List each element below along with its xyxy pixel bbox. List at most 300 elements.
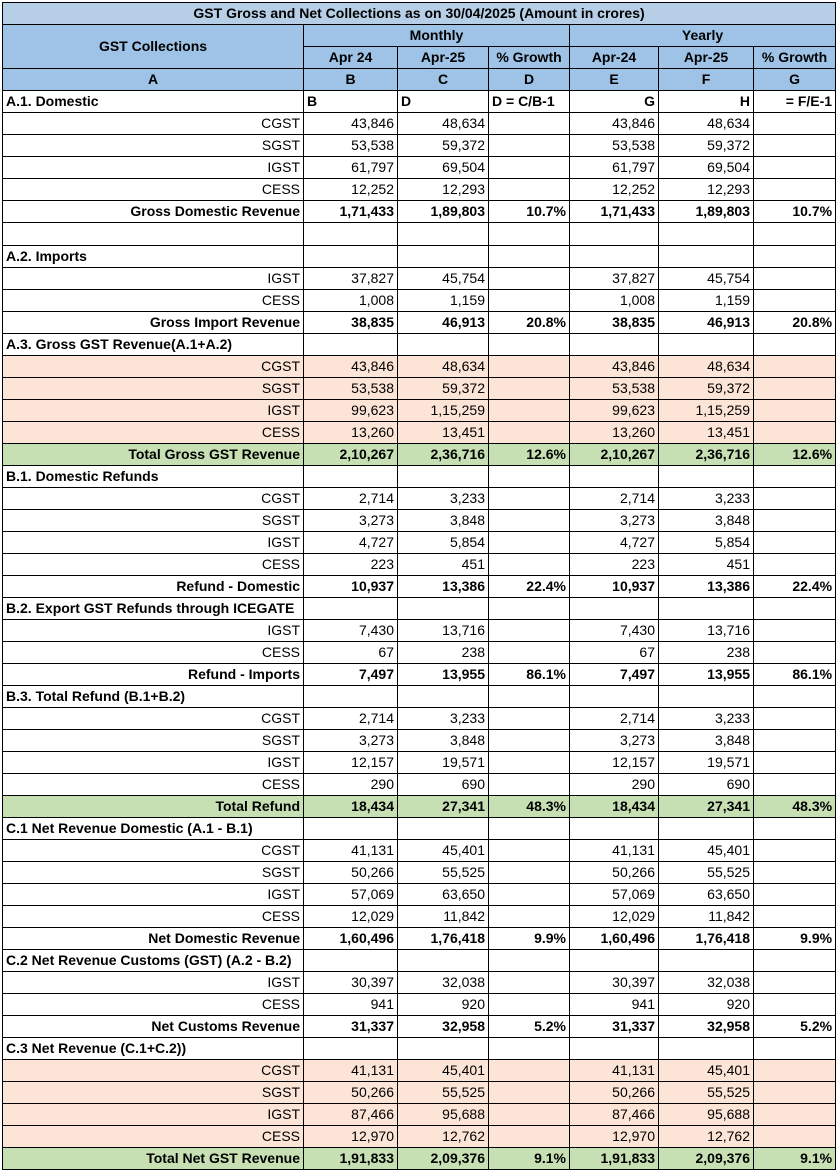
cell-c1: 2,714 bbox=[304, 708, 398, 730]
cell-c3 bbox=[489, 1060, 570, 1082]
table-row bbox=[3, 642, 836, 664]
cell-c1: 10,937 bbox=[304, 576, 398, 598]
cell-c6 bbox=[754, 598, 836, 620]
cell-c5: 5,854 bbox=[659, 532, 754, 554]
row-label: CESS bbox=[3, 774, 304, 796]
cell-c3 bbox=[489, 950, 570, 972]
cell-c4: 7,430 bbox=[570, 620, 659, 642]
cell-c2: 45,754 bbox=[398, 268, 489, 290]
cell-c1: 41,131 bbox=[304, 840, 398, 862]
table-title-row bbox=[3, 3, 836, 25]
cell-c2: 11,842 bbox=[398, 906, 489, 928]
cell-c6 bbox=[754, 840, 836, 862]
cell-c5: 1,76,418 bbox=[659, 928, 754, 950]
table-title: GST Gross and Net Collections as on 30/04/2025 (Amount in crores) bbox=[3, 3, 836, 25]
cell-c3 bbox=[489, 466, 570, 488]
cell-c3 bbox=[489, 422, 570, 444]
row-label: Net Customs Revenue bbox=[3, 1016, 304, 1038]
cell-c4 bbox=[570, 334, 659, 356]
cell-c4: 12,157 bbox=[570, 752, 659, 774]
row-label: SGST bbox=[3, 510, 304, 532]
cell-c1 bbox=[304, 223, 398, 246]
cell-c2: 19,571 bbox=[398, 752, 489, 774]
header-yearly: Yearly bbox=[570, 25, 836, 47]
row-label: IGST bbox=[3, 620, 304, 642]
cell-c5: 238 bbox=[659, 642, 754, 664]
cell-c1: 50,266 bbox=[304, 1082, 398, 1104]
cell-c3 bbox=[489, 1126, 570, 1148]
cell-c4 bbox=[570, 223, 659, 246]
header-col: Apr 24 bbox=[304, 47, 398, 69]
cell-c4: 1,91,833 bbox=[570, 1148, 659, 1170]
table-row bbox=[3, 554, 836, 576]
row-label: CGST bbox=[3, 708, 304, 730]
table-row bbox=[3, 510, 836, 532]
cell-c2: 59,372 bbox=[398, 378, 489, 400]
cell-c3 bbox=[489, 884, 570, 906]
table-row bbox=[3, 620, 836, 642]
cell-c2: 12,293 bbox=[398, 179, 489, 201]
cell-c1 bbox=[304, 818, 398, 840]
cell-c5: 13,955 bbox=[659, 664, 754, 686]
blank-row bbox=[3, 223, 836, 246]
row-label: SGST bbox=[3, 1082, 304, 1104]
cell-c6: 20.8% bbox=[754, 312, 836, 334]
cell-c1: 1,60,496 bbox=[304, 928, 398, 950]
cell-c3 bbox=[489, 356, 570, 378]
table-row bbox=[3, 157, 836, 179]
cell-c4: 12,970 bbox=[570, 1126, 659, 1148]
table-row bbox=[3, 532, 836, 554]
cell-c4: 18,434 bbox=[570, 796, 659, 818]
cell-c5: 45,401 bbox=[659, 840, 754, 862]
cell-c4: 41,131 bbox=[570, 840, 659, 862]
table-row bbox=[3, 994, 836, 1016]
column-letter: A bbox=[3, 69, 304, 91]
cell-c4: 3,273 bbox=[570, 510, 659, 532]
cell-c1: 2,10,267 bbox=[304, 444, 398, 466]
cell-c5: 63,650 bbox=[659, 884, 754, 906]
cell-c4: 4,727 bbox=[570, 532, 659, 554]
table-row bbox=[3, 906, 836, 928]
cell-c2: 48,634 bbox=[398, 113, 489, 135]
cell-c5: 27,341 bbox=[659, 796, 754, 818]
cell-c6 bbox=[754, 290, 836, 312]
cell-c1: B bbox=[304, 91, 398, 113]
cell-c4: 1,71,433 bbox=[570, 201, 659, 223]
cell-c2: 451 bbox=[398, 554, 489, 576]
cell-c4: 53,538 bbox=[570, 378, 659, 400]
table-row bbox=[3, 422, 836, 444]
cell-c1: 87,466 bbox=[304, 1104, 398, 1126]
cell-c1: 37,827 bbox=[304, 268, 398, 290]
cell-c4: G bbox=[570, 91, 659, 113]
cell-c3 bbox=[489, 488, 570, 510]
cell-c4: 41,131 bbox=[570, 1060, 659, 1082]
cell-c6: 9.9% bbox=[754, 928, 836, 950]
cell-c3: 9.1% bbox=[489, 1148, 570, 1170]
cell-c2: 95,688 bbox=[398, 1104, 489, 1126]
cell-c5: H bbox=[659, 91, 754, 113]
cell-c3 bbox=[489, 334, 570, 356]
row-label: CESS bbox=[3, 290, 304, 312]
row-label: CGST bbox=[3, 488, 304, 510]
cell-c1 bbox=[304, 246, 398, 268]
cell-c1: 53,538 bbox=[304, 135, 398, 157]
subtotal-row bbox=[3, 201, 836, 223]
cell-c2: 59,372 bbox=[398, 135, 489, 157]
cell-c1: 18,434 bbox=[304, 796, 398, 818]
cell-c3 bbox=[489, 620, 570, 642]
cell-c3 bbox=[489, 510, 570, 532]
column-letter: B bbox=[304, 69, 398, 91]
cell-c6 bbox=[754, 179, 836, 201]
row-label: B.3. Total Refund (B.1+B.2) bbox=[3, 686, 304, 708]
cell-c4 bbox=[570, 246, 659, 268]
cell-c6: 5.2% bbox=[754, 1016, 836, 1038]
table-row bbox=[3, 1082, 836, 1104]
cell-c3 bbox=[489, 1082, 570, 1104]
cell-c4: 87,466 bbox=[570, 1104, 659, 1126]
subtotal-row bbox=[3, 576, 836, 598]
column-letters-row bbox=[3, 69, 836, 91]
cell-c6 bbox=[754, 223, 836, 246]
cell-c1: 290 bbox=[304, 774, 398, 796]
row-label: B.1. Domestic Refunds bbox=[3, 466, 304, 488]
row-label: IGST bbox=[3, 268, 304, 290]
cell-c3 bbox=[489, 179, 570, 201]
cell-c2: 63,650 bbox=[398, 884, 489, 906]
cell-c2: D bbox=[398, 91, 489, 113]
cell-c5: 690 bbox=[659, 774, 754, 796]
row-label: SGST bbox=[3, 862, 304, 884]
cell-c2: 69,504 bbox=[398, 157, 489, 179]
cell-c1: 61,797 bbox=[304, 157, 398, 179]
table-row bbox=[3, 1126, 836, 1148]
cell-c5: 1,159 bbox=[659, 290, 754, 312]
cell-c5: 920 bbox=[659, 994, 754, 1016]
cell-c3 bbox=[489, 554, 570, 576]
cell-c5: 3,233 bbox=[659, 708, 754, 730]
cell-c4 bbox=[570, 598, 659, 620]
cell-c3 bbox=[489, 157, 570, 179]
cell-c3 bbox=[489, 598, 570, 620]
cell-c6: 10.7% bbox=[754, 201, 836, 223]
cell-c1: 41,131 bbox=[304, 1060, 398, 1082]
row-label: CGST bbox=[3, 356, 304, 378]
cell-c3 bbox=[489, 1038, 570, 1060]
header-monthly: Monthly bbox=[304, 25, 570, 47]
table-row bbox=[3, 774, 836, 796]
cell-c4: 13,260 bbox=[570, 422, 659, 444]
cell-c4: 99,623 bbox=[570, 400, 659, 422]
cell-c2: 3,848 bbox=[398, 510, 489, 532]
cell-c1: 941 bbox=[304, 994, 398, 1016]
cell-c2: 3,848 bbox=[398, 730, 489, 752]
cell-c1: 4,727 bbox=[304, 532, 398, 554]
cell-c4: 30,397 bbox=[570, 972, 659, 994]
row-label: CESS bbox=[3, 554, 304, 576]
cell-c5: 32,958 bbox=[659, 1016, 754, 1038]
cell-c6 bbox=[754, 510, 836, 532]
header-col: % Growth bbox=[489, 47, 570, 69]
column-letter: G bbox=[754, 69, 836, 91]
row-label: IGST bbox=[3, 157, 304, 179]
cell-c4: 12,252 bbox=[570, 179, 659, 201]
cell-c3 bbox=[489, 730, 570, 752]
cell-c6 bbox=[754, 356, 836, 378]
cell-c5: 19,571 bbox=[659, 752, 754, 774]
cell-c3: 9.9% bbox=[489, 928, 570, 950]
column-letter: D bbox=[489, 69, 570, 91]
cell-c2: 27,341 bbox=[398, 796, 489, 818]
row-label: CGST bbox=[3, 1060, 304, 1082]
cell-c1: 43,846 bbox=[304, 356, 398, 378]
section-row bbox=[3, 1038, 836, 1060]
cell-c3 bbox=[489, 400, 570, 422]
cell-c4: 61,797 bbox=[570, 157, 659, 179]
cell-c1 bbox=[304, 334, 398, 356]
cell-c6: 9.1% bbox=[754, 1148, 836, 1170]
cell-c1 bbox=[304, 950, 398, 972]
cell-c4: 50,266 bbox=[570, 862, 659, 884]
header-group-row bbox=[3, 25, 836, 47]
row-label: CESS bbox=[3, 179, 304, 201]
cell-c4: 50,266 bbox=[570, 1082, 659, 1104]
table-row bbox=[3, 113, 836, 135]
cell-c2: 13,451 bbox=[398, 422, 489, 444]
section-row bbox=[3, 598, 836, 620]
cell-c1: 43,846 bbox=[304, 113, 398, 135]
cell-c1 bbox=[304, 598, 398, 620]
cell-c5 bbox=[659, 246, 754, 268]
cell-c1: 12,252 bbox=[304, 179, 398, 201]
table-row bbox=[3, 972, 836, 994]
cell-c3 bbox=[489, 862, 570, 884]
cell-c3 bbox=[489, 774, 570, 796]
row-label: A.2. Imports bbox=[3, 246, 304, 268]
row-label: CGST bbox=[3, 113, 304, 135]
cell-c2: 32,038 bbox=[398, 972, 489, 994]
cell-c6 bbox=[754, 378, 836, 400]
cell-c4: 2,714 bbox=[570, 488, 659, 510]
cell-c6 bbox=[754, 246, 836, 268]
cell-c2: 32,958 bbox=[398, 1016, 489, 1038]
row-label: Net Domestic Revenue bbox=[3, 928, 304, 950]
cell-c1: 67 bbox=[304, 642, 398, 664]
section-row bbox=[3, 334, 836, 356]
cell-c5: 45,401 bbox=[659, 1060, 754, 1082]
cell-c4 bbox=[570, 1038, 659, 1060]
column-letter: E bbox=[570, 69, 659, 91]
grand-total-row bbox=[3, 1148, 836, 1170]
cell-c2: 46,913 bbox=[398, 312, 489, 334]
cell-c6 bbox=[754, 554, 836, 576]
table-row bbox=[3, 708, 836, 730]
header-col: Apr-24 bbox=[570, 47, 659, 69]
cell-c6 bbox=[754, 466, 836, 488]
cell-c2: 690 bbox=[398, 774, 489, 796]
subtotal-row bbox=[3, 1016, 836, 1038]
cell-c5: 46,913 bbox=[659, 312, 754, 334]
cell-c5: 1,15,259 bbox=[659, 400, 754, 422]
column-letter: F bbox=[659, 69, 754, 91]
cell-c5: 11,842 bbox=[659, 906, 754, 928]
row-label: CESS bbox=[3, 422, 304, 444]
table-row bbox=[3, 378, 836, 400]
cell-c5 bbox=[659, 223, 754, 246]
cell-c1 bbox=[304, 686, 398, 708]
cell-c3 bbox=[489, 906, 570, 928]
cell-c5 bbox=[659, 334, 754, 356]
cell-c4: 1,60,496 bbox=[570, 928, 659, 950]
cell-c3 bbox=[489, 1104, 570, 1126]
table-row bbox=[3, 884, 836, 906]
cell-c3 bbox=[489, 113, 570, 135]
row-label: Refund - Domestic bbox=[3, 576, 304, 598]
cell-c6 bbox=[754, 1060, 836, 1082]
cell-c5: 13,716 bbox=[659, 620, 754, 642]
cell-c5: 13,451 bbox=[659, 422, 754, 444]
cell-c5: 59,372 bbox=[659, 135, 754, 157]
row-label: CESS bbox=[3, 642, 304, 664]
cell-c6 bbox=[754, 884, 836, 906]
row-label: IGST bbox=[3, 400, 304, 422]
cell-c3 bbox=[489, 642, 570, 664]
cell-c5 bbox=[659, 950, 754, 972]
cell-c4: 2,10,267 bbox=[570, 444, 659, 466]
cell-c1: 13,260 bbox=[304, 422, 398, 444]
cell-c6: 48.3% bbox=[754, 796, 836, 818]
cell-c6 bbox=[754, 642, 836, 664]
cell-c6 bbox=[754, 532, 836, 554]
cell-c4 bbox=[570, 950, 659, 972]
cell-c2: 1,159 bbox=[398, 290, 489, 312]
cell-c3 bbox=[489, 223, 570, 246]
cell-c6 bbox=[754, 708, 836, 730]
cell-c2: 1,76,418 bbox=[398, 928, 489, 950]
header-label: GST Collections bbox=[3, 25, 304, 69]
gst-collections-table bbox=[2, 2, 836, 1170]
cell-c6 bbox=[754, 774, 836, 796]
table-row bbox=[3, 290, 836, 312]
row-label: C.1 Net Revenue Domestic (A.1 - B.1) bbox=[3, 818, 304, 840]
cell-c3: 22.4% bbox=[489, 576, 570, 598]
cell-c2: 3,233 bbox=[398, 488, 489, 510]
cell-c6: 86.1% bbox=[754, 664, 836, 686]
row-label: Total Gross GST Revenue bbox=[3, 444, 304, 466]
cell-c3 bbox=[489, 686, 570, 708]
row-label: A.1. Domestic bbox=[3, 91, 304, 113]
cell-c4: 38,835 bbox=[570, 312, 659, 334]
row-label: CGST bbox=[3, 840, 304, 862]
cell-c4: 10,937 bbox=[570, 576, 659, 598]
cell-c4: 7,497 bbox=[570, 664, 659, 686]
section-row bbox=[3, 466, 836, 488]
cell-c4: 2,714 bbox=[570, 708, 659, 730]
cell-c4 bbox=[570, 686, 659, 708]
cell-c2 bbox=[398, 818, 489, 840]
cell-c2: 13,716 bbox=[398, 620, 489, 642]
row-label: IGST bbox=[3, 972, 304, 994]
cell-c1: 3,273 bbox=[304, 510, 398, 532]
grand-total-row bbox=[3, 444, 836, 466]
cell-c5 bbox=[659, 466, 754, 488]
cell-c5: 48,634 bbox=[659, 356, 754, 378]
header-col: % Growth bbox=[754, 47, 836, 69]
cell-c5 bbox=[659, 1038, 754, 1060]
section-row bbox=[3, 686, 836, 708]
cell-c4: 43,846 bbox=[570, 113, 659, 135]
cell-c4: 1,008 bbox=[570, 290, 659, 312]
cell-c6 bbox=[754, 818, 836, 840]
cell-c5: 3,848 bbox=[659, 510, 754, 532]
grand-total-row bbox=[3, 796, 836, 818]
cell-c2 bbox=[398, 334, 489, 356]
section-row bbox=[3, 91, 836, 113]
table-row bbox=[3, 268, 836, 290]
cell-c5 bbox=[659, 686, 754, 708]
cell-c4: 37,827 bbox=[570, 268, 659, 290]
cell-c2 bbox=[398, 598, 489, 620]
cell-c6 bbox=[754, 135, 836, 157]
cell-c4 bbox=[570, 818, 659, 840]
cell-c3 bbox=[489, 840, 570, 862]
cell-c4: 12,029 bbox=[570, 906, 659, 928]
cell-c5 bbox=[659, 818, 754, 840]
cell-c1: 99,623 bbox=[304, 400, 398, 422]
cell-c5: 59,372 bbox=[659, 378, 754, 400]
cell-c2: 238 bbox=[398, 642, 489, 664]
header-col: Apr-25 bbox=[398, 47, 489, 69]
cell-c1: 3,273 bbox=[304, 730, 398, 752]
cell-c6 bbox=[754, 268, 836, 290]
column-letter: C bbox=[398, 69, 489, 91]
cell-c6 bbox=[754, 620, 836, 642]
row-label: C.2 Net Revenue Customs (GST) (A.2 - B.2) bbox=[3, 950, 304, 972]
cell-c3 bbox=[489, 818, 570, 840]
row-label: SGST bbox=[3, 730, 304, 752]
table-row bbox=[3, 488, 836, 510]
cell-c3 bbox=[489, 290, 570, 312]
row-label: Refund - Imports bbox=[3, 664, 304, 686]
cell-c5: 45,754 bbox=[659, 268, 754, 290]
cell-c2: 55,525 bbox=[398, 1082, 489, 1104]
cell-c5: 13,386 bbox=[659, 576, 754, 598]
row-label: Total Net GST Revenue bbox=[3, 1148, 304, 1170]
row-label: A.3. Gross GST Revenue(A.1+A.2) bbox=[3, 334, 304, 356]
row-label: CESS bbox=[3, 906, 304, 928]
cell-c3: 86.1% bbox=[489, 664, 570, 686]
cell-c2: 2,36,716 bbox=[398, 444, 489, 466]
cell-c2: 55,525 bbox=[398, 862, 489, 884]
cell-c3 bbox=[489, 994, 570, 1016]
cell-c2: 45,401 bbox=[398, 1060, 489, 1082]
cell-c5 bbox=[659, 598, 754, 620]
cell-c3: D = C/B-1 bbox=[489, 91, 570, 113]
subtotal-row bbox=[3, 664, 836, 686]
table-row bbox=[3, 1060, 836, 1082]
cell-c2: 1,89,803 bbox=[398, 201, 489, 223]
subtotal-row bbox=[3, 928, 836, 950]
cell-c6 bbox=[754, 1126, 836, 1148]
cell-c2: 920 bbox=[398, 994, 489, 1016]
cell-c6 bbox=[754, 972, 836, 994]
cell-c3 bbox=[489, 135, 570, 157]
cell-c4 bbox=[570, 466, 659, 488]
cell-c3: 48.3% bbox=[489, 796, 570, 818]
cell-c1: 31,337 bbox=[304, 1016, 398, 1038]
